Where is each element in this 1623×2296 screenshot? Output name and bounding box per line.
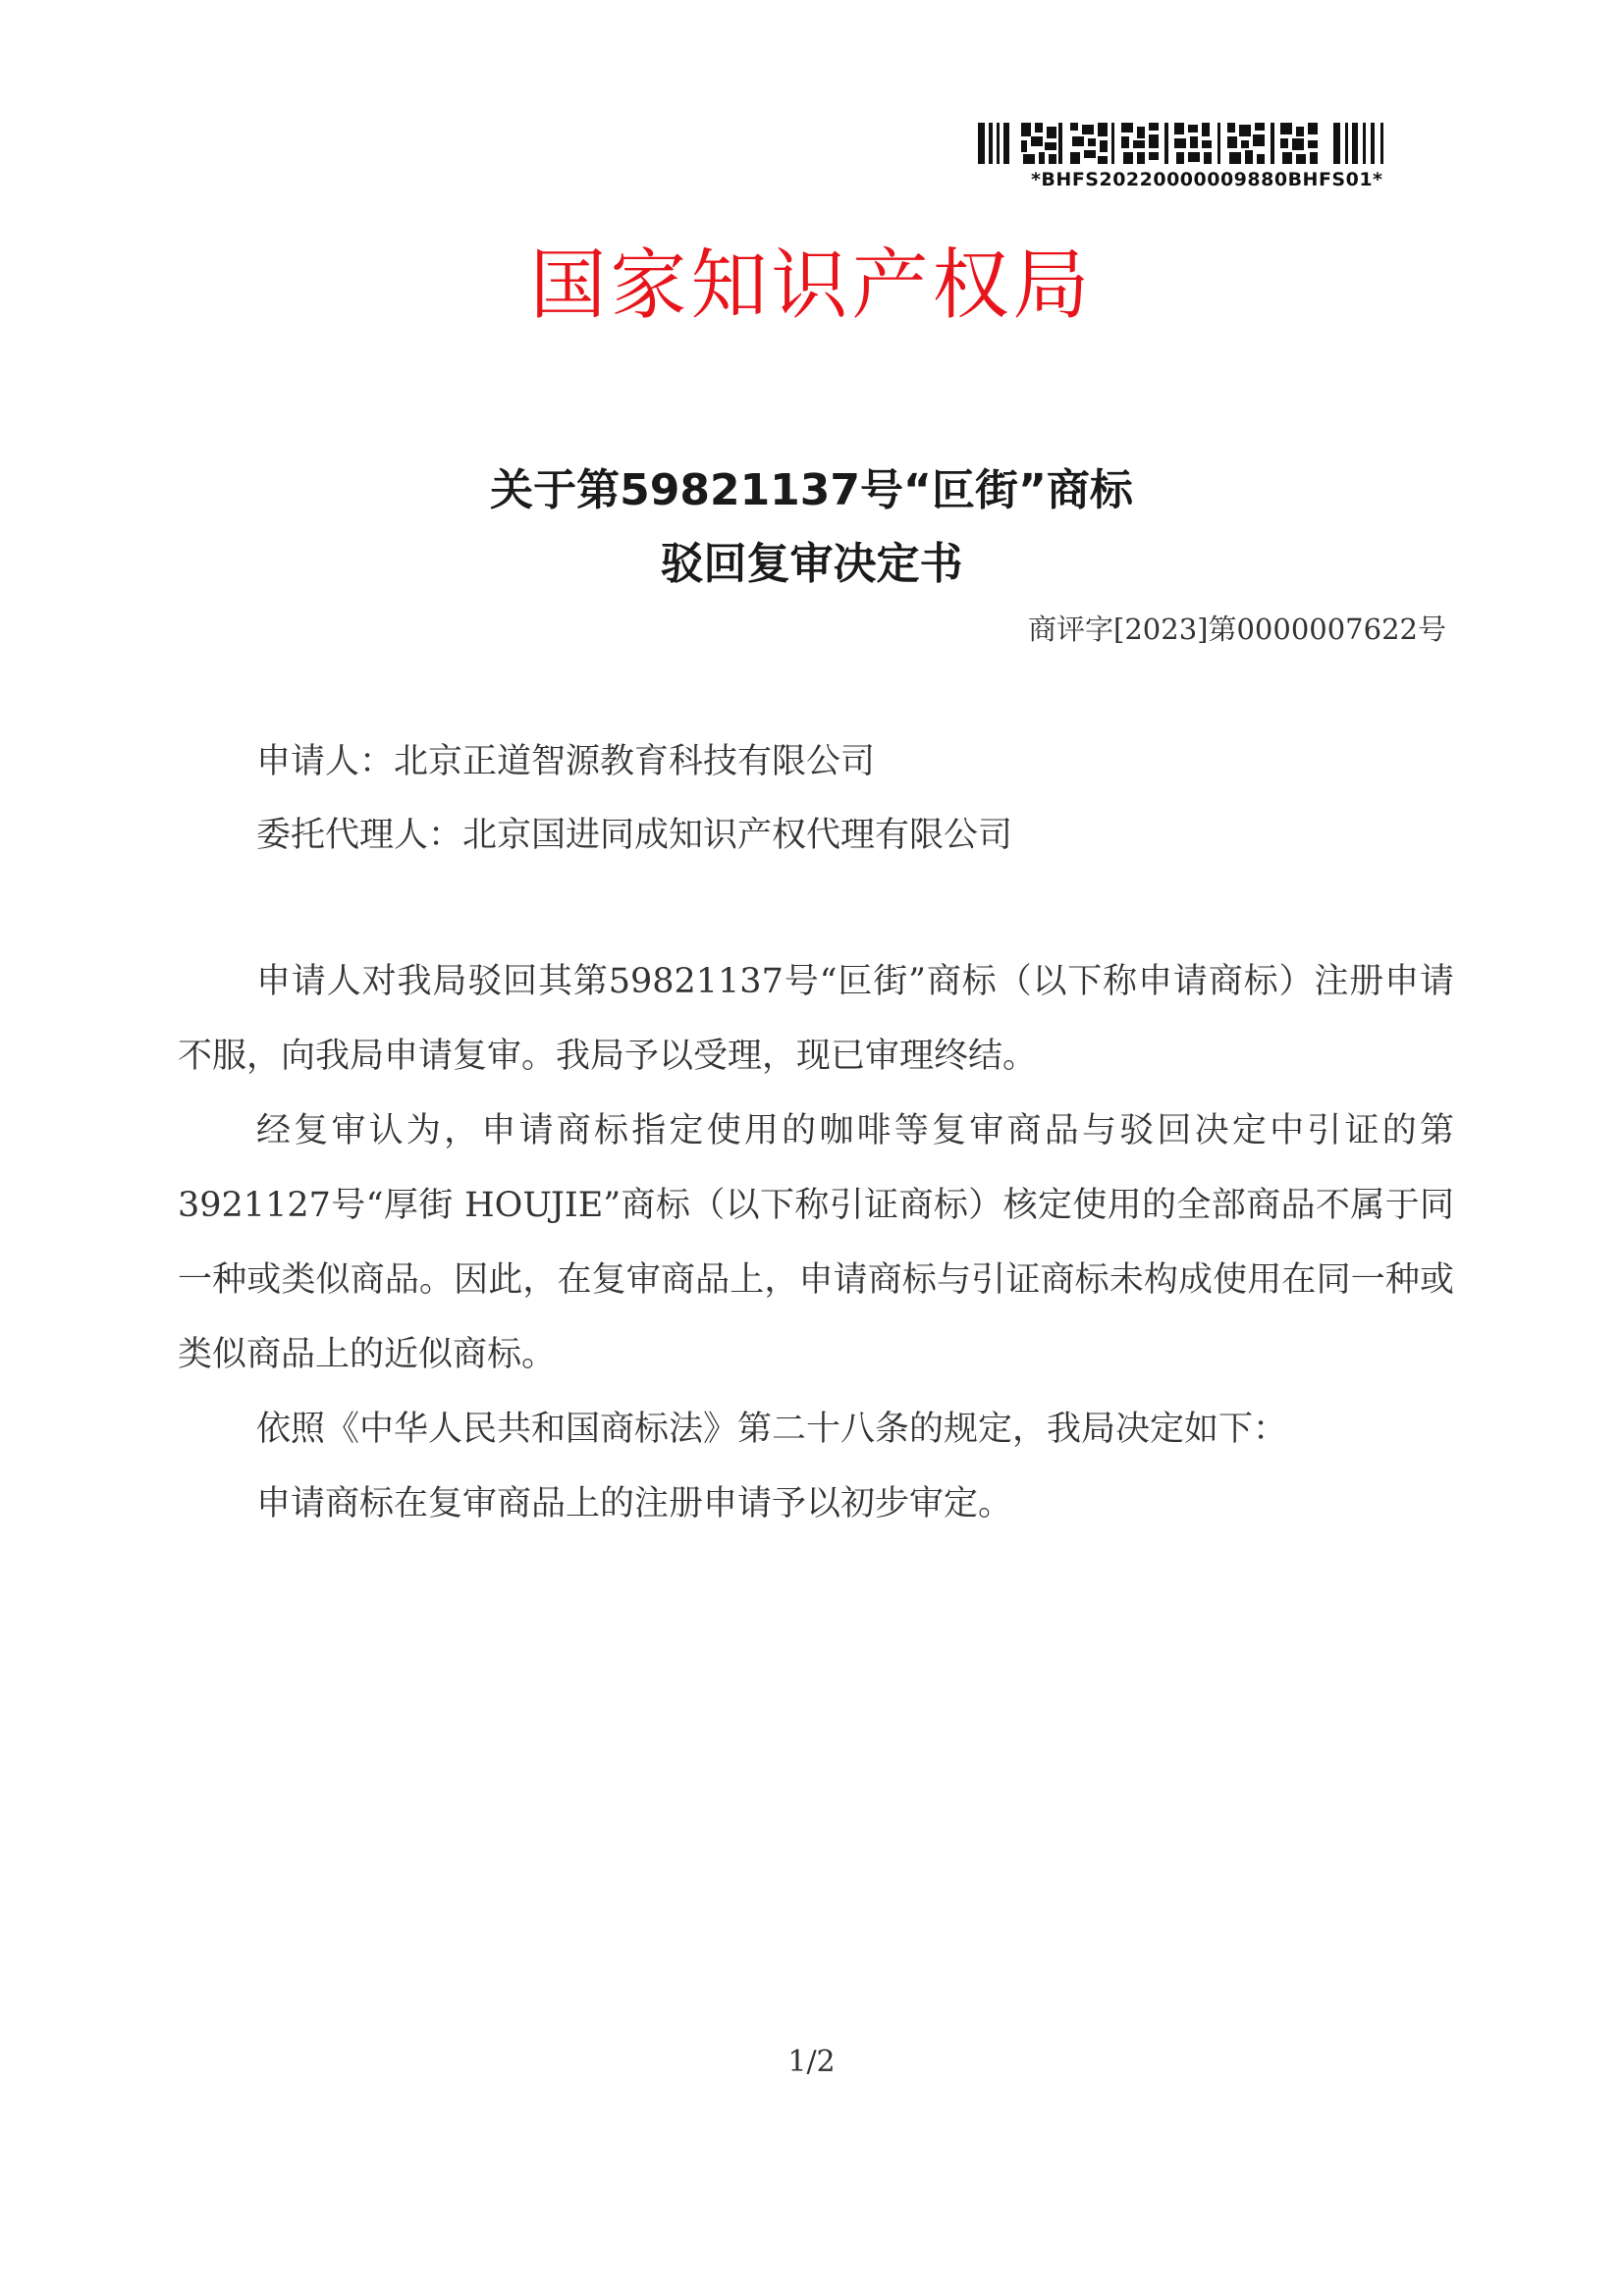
body-paragraph: 申请商标在复审商品上的注册申请予以初步审定。 bbox=[256, 1484, 1013, 1523]
document-title-line1: 关于第59821137号“叵街”商标 bbox=[490, 465, 1133, 515]
body-paragraph: 依照《中华人民共和国商标法》第二十八条的规定，我局决定如下： bbox=[256, 1410, 1288, 1449]
document-title-line2: 驳回复审决定书 bbox=[660, 539, 963, 589]
applicant-line: 申请人：北京正道智源教育科技有限公司 bbox=[256, 742, 876, 781]
agent-line: 委托代理人：北京国进同成知识产权代理有限公司 bbox=[256, 816, 1013, 855]
body-paragraph: 申请人对我局驳回其第59821137号“叵街”商标（以下称申请商标）注册申请不服，向我局申请复审。我局予以受理，现已审理终结。 bbox=[178, 962, 1454, 1076]
barcode-number: *BHFS20220000009880BHFS01* bbox=[1031, 169, 1383, 190]
decision-body bbox=[178, 944, 1454, 1541]
agency-name: 国家知识产权局 bbox=[529, 241, 1094, 330]
body-paragraph: 经复审认为，申请商标指定使用的咖啡等复审商品与驳回决定中引证的第3921127号“厚街 HOUJIE”商标（以下称引证商标）核定使用的全部商品不属于同一种或类似商品。因此，在复审商品上，申请商标与引证商标未构成使用在同一种或类似商品上的近似商标。 bbox=[178, 1111, 1454, 1374]
barcode bbox=[978, 123, 1388, 164]
page-number: 1/2 bbox=[787, 2045, 836, 2079]
document-number: 商评字[2023]第0000007622号 bbox=[1028, 613, 1446, 646]
